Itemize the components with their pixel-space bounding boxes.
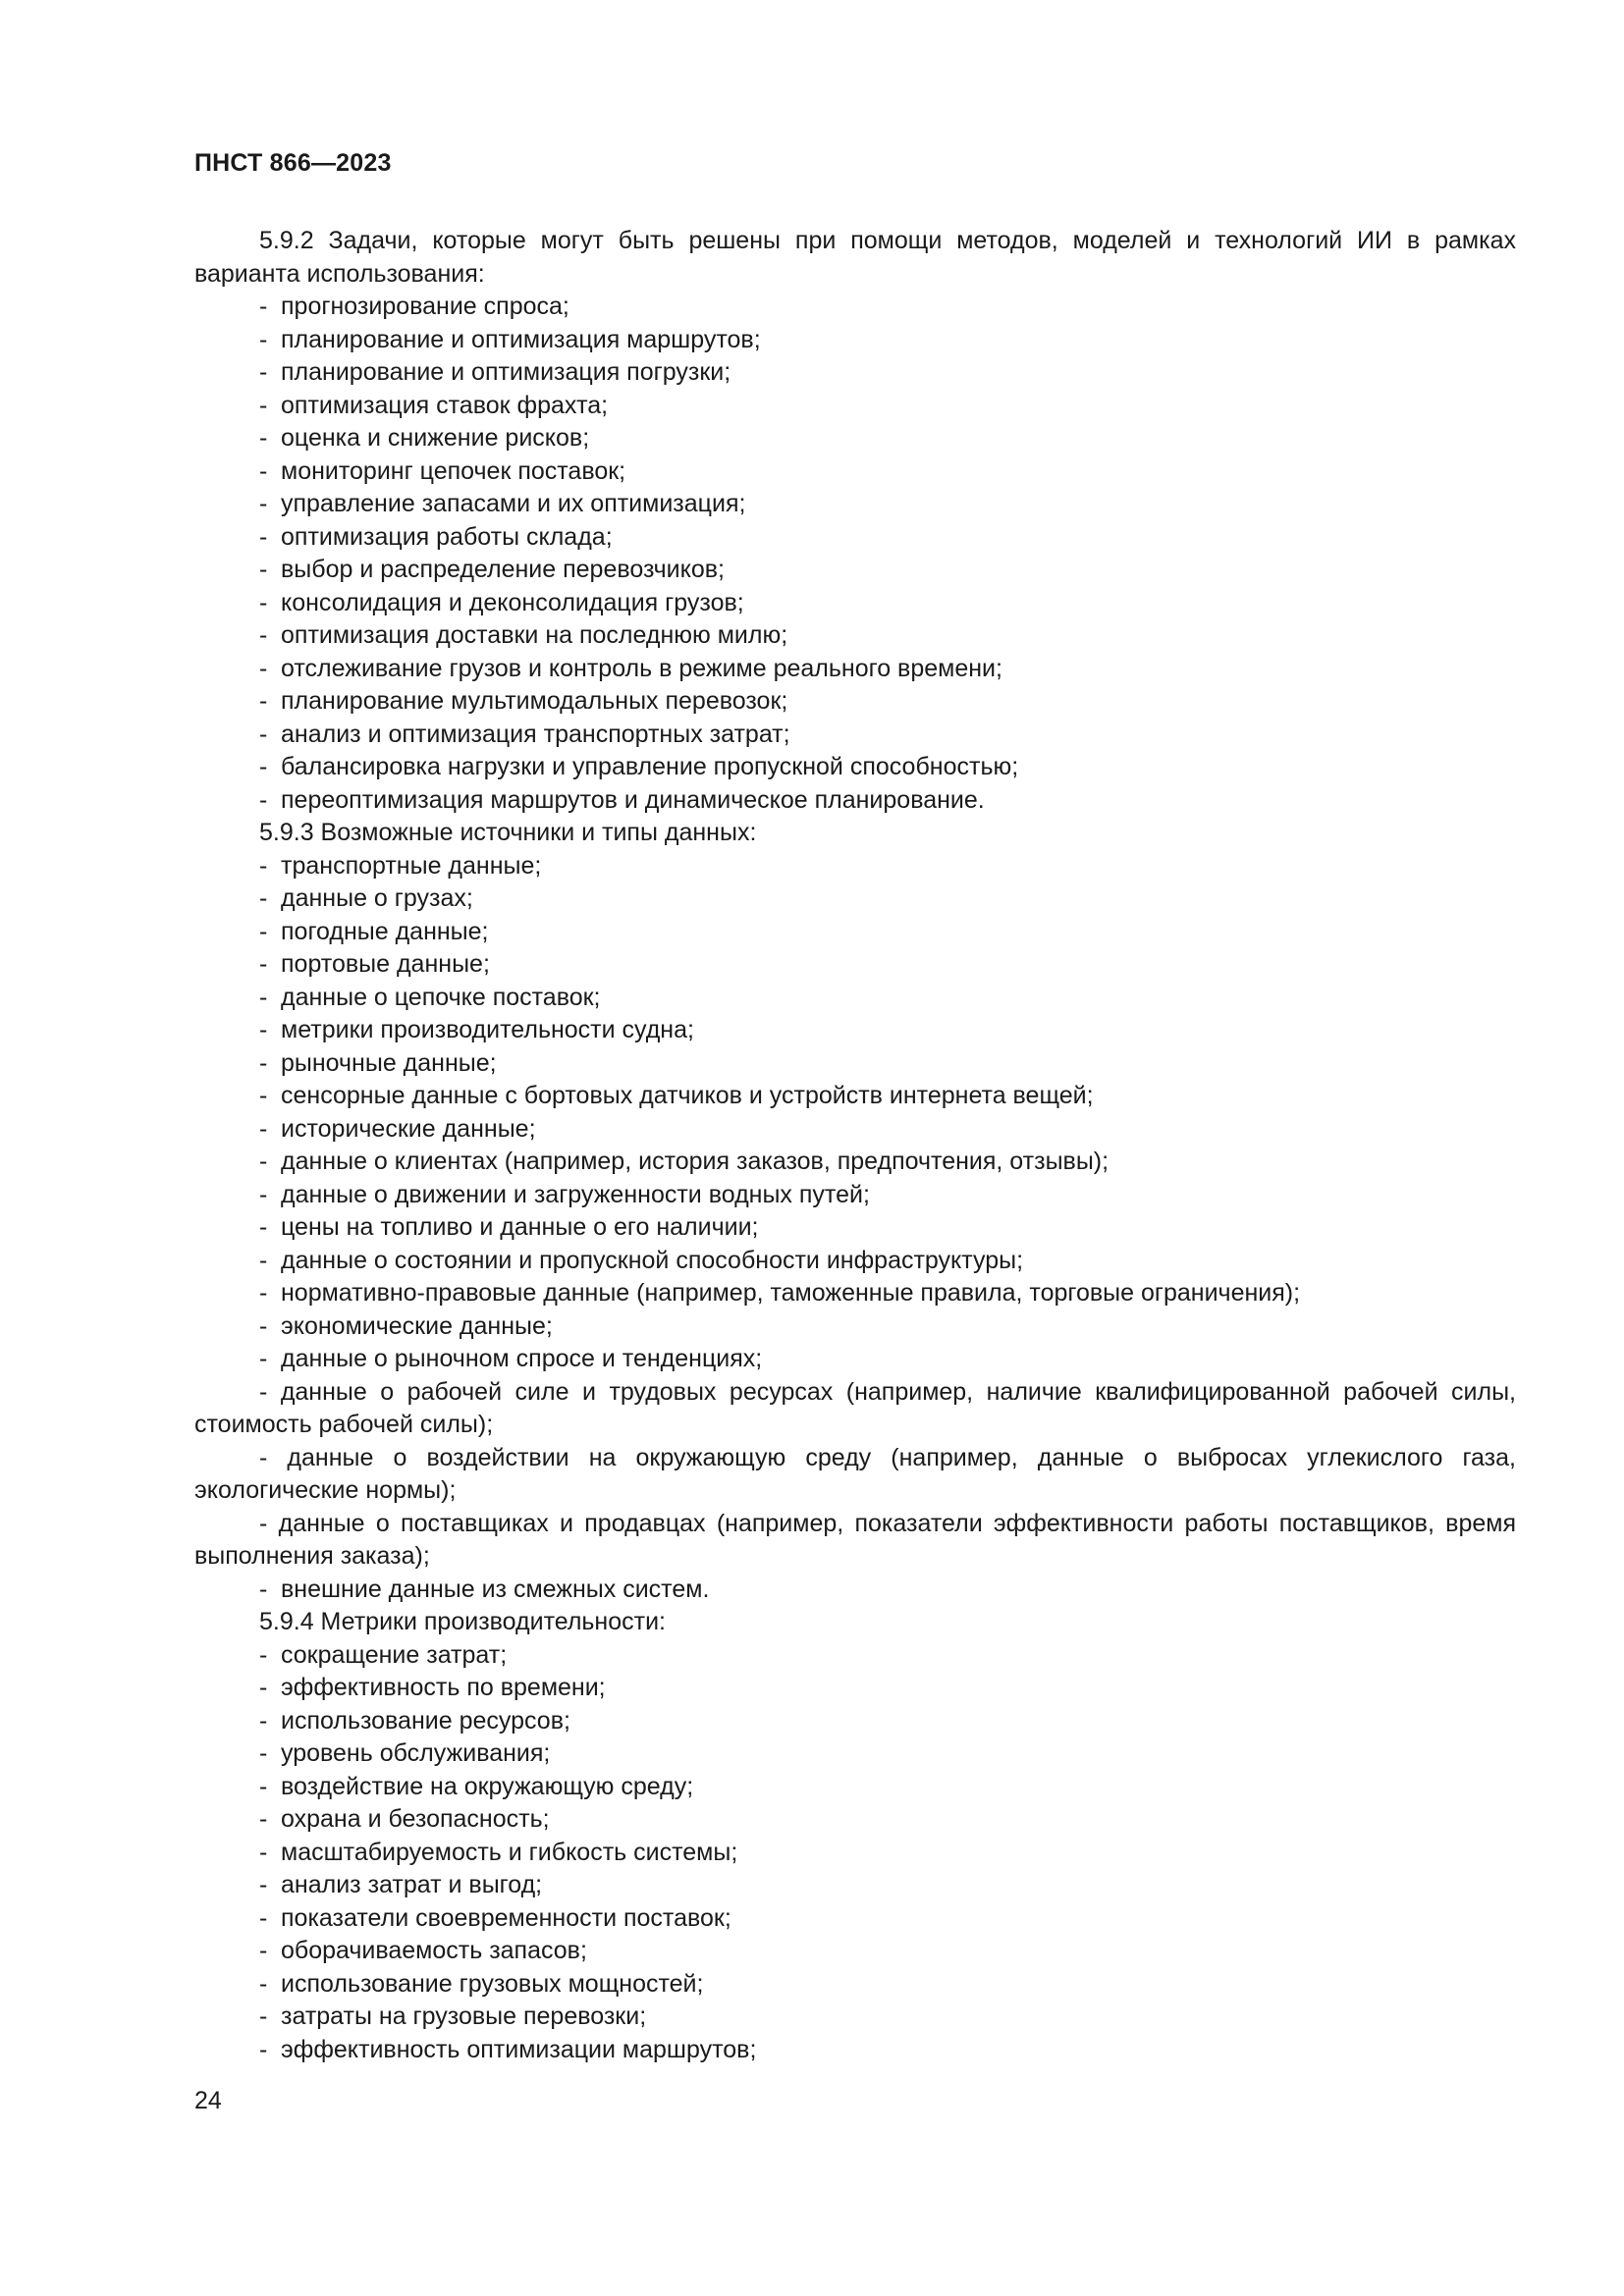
list-item: - показатели своевременности поставок; xyxy=(259,1903,731,1932)
list-item: - оптимизация ставок фрахта; xyxy=(259,391,609,419)
section-5-9-3-list xyxy=(194,850,1516,1607)
list-item: - консолидация и деконсолидация грузов; xyxy=(259,588,744,616)
list-item: - эффективность оптимизации маршрутов; xyxy=(259,2035,757,2063)
section-5-9-2-list xyxy=(194,291,1516,817)
section-5-9-4-list xyxy=(194,1639,1516,2067)
list-item: - переоптимизация маршрутов и динамическое планирование. xyxy=(259,785,985,814)
list-item: - метрики производительности судна; xyxy=(259,1016,694,1043)
list-item: - оптимизация доставки на последнюю милю; xyxy=(259,621,788,649)
list-item: - эффективность по времени; xyxy=(259,1674,606,1701)
section-5-9-3-intro: 5.9.3 Возможные источники и типы данных: xyxy=(259,819,757,846)
list-item: - использование грузовых мощностей; xyxy=(259,1969,704,1998)
list-item: - портовые данные; xyxy=(259,950,490,978)
list-item: - исторические данные; xyxy=(259,1114,536,1143)
list-item: - анализ и оптимизация транспортных затрат; xyxy=(259,720,790,748)
list-item: - данные о состоянии и пропускной способности инфраструктуры; xyxy=(259,1246,1024,1274)
list-item: - затраты на грузовые перевозки; xyxy=(259,2002,647,2030)
list-item: - оборачиваемость запасов; xyxy=(259,1937,587,1964)
list-item: - управление запасами и их оптимизация; xyxy=(259,490,746,517)
document-body xyxy=(194,225,1516,2066)
page-number: 24 xyxy=(194,2087,222,2114)
list-item: - воздействие на окружающую среду; xyxy=(259,1772,694,1800)
list-item: - данные о цепочке поставок; xyxy=(259,983,601,1011)
list-item: - уровень обслуживания; xyxy=(259,1739,551,1767)
list-item: - данные о грузах; xyxy=(259,884,473,912)
list-item: - отслеживание грузов и контроль в режиме реального времени; xyxy=(259,654,1002,682)
list-item: - погодные данные; xyxy=(259,917,489,945)
list-item: - данные о движении и загруженности водных путей; xyxy=(259,1180,870,1208)
list-item: - выбор и распределение перевозчиков; xyxy=(259,556,725,583)
list-item: - нормативно-правовые данные (например, таможенные правила, торговые ограничения); xyxy=(259,1279,1301,1307)
list-item: - использование ресурсов; xyxy=(259,1706,570,1735)
list-item: - планирование мультимодальных перевозок; xyxy=(259,687,788,715)
list-item: - мониторинг цепочек поставок; xyxy=(259,456,626,485)
list-item: - планирование и оптимизация погрузки; xyxy=(259,358,731,386)
list-item: - сокращение затрат; xyxy=(259,1640,508,1669)
list-item-wrapped: - данные о воздействии на окружающую среду (например, данные о выбросах углекислого газа, экологические нормы); xyxy=(194,1443,1516,1504)
document-id-header: ПНСТ 866—2023 xyxy=(194,149,392,177)
list-item: - прогнозирование спроса; xyxy=(259,293,569,320)
list-item: - внешние данные из смежных систем. xyxy=(259,1575,710,1603)
list-item: - экономические данные; xyxy=(259,1311,553,1340)
list-item: - оптимизация работы склада; xyxy=(259,522,613,551)
list-item: - данные о рыночном спросе и тенденциях; xyxy=(259,1345,763,1372)
list-item: - сенсорные данные с бортовых датчиков и устройств интернета вещей; xyxy=(259,1082,1094,1109)
section-5-9-2-intro: 5.9.2 Задачи, которые могут быть решены при помощи методов, моделей и технологий ИИ в рамках варианта использования: xyxy=(194,227,1516,288)
list-item-wrapped: - данные о рабочей силе и трудовых ресурсах (например, наличие квалифицированной рабочей силы, стоимость рабочей силы); xyxy=(194,1377,1516,1438)
list-item: - оценка и снижение рисков; xyxy=(259,424,590,452)
list-item: - цены на топливо и данные о его наличии; xyxy=(259,1213,759,1241)
list-item-wrapped: - данные о поставщиках и продавцах (например, показатели эффективности работы поставщиков, время выполнения заказа); xyxy=(194,1509,1516,1570)
list-item: - охрана и безопасность; xyxy=(259,1805,550,1833)
list-item: - рыночные данные; xyxy=(259,1048,497,1077)
list-item: - данные о клиентах (например, история заказов, предпочтения, отзывы); xyxy=(259,1148,1110,1175)
list-item: - анализ затрат и выгод; xyxy=(259,1871,543,1898)
section-5-9-4-intro: 5.9.4 Метрики производительности: xyxy=(259,1608,667,1635)
list-item: - балансировка нагрузки и управление пропускной способностью; xyxy=(259,753,1019,780)
list-item: - планирование и оптимизация маршрутов; xyxy=(259,325,761,353)
list-item: - транспортные данные; xyxy=(259,851,542,880)
list-item: - масштабируемость и гибкость системы; xyxy=(259,1838,738,1866)
